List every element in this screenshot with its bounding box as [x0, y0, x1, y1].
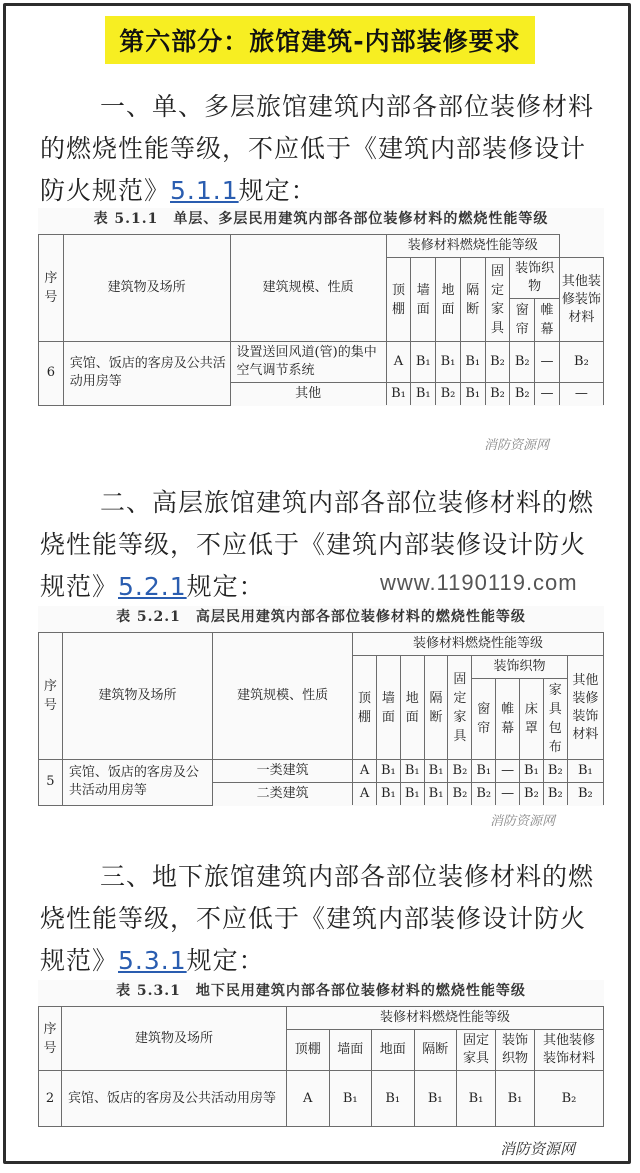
col-seq: 序号: [39, 633, 63, 760]
cell: B₂: [543, 760, 567, 783]
row-no: 2: [39, 1071, 62, 1127]
cell: B₁: [411, 342, 436, 383]
col-curtain: 窗帘: [510, 299, 535, 342]
page-title: 第六部分：旅馆建筑-内部装修要求: [105, 16, 534, 64]
col-floor: 地面: [400, 656, 424, 760]
table-caption: 表 5.1.1 单层、多层民用建筑内部各部位装修材料的燃烧性能等级: [93, 211, 549, 227]
col-fabric: 装饰织物: [472, 656, 567, 679]
cell: B₂: [543, 783, 567, 806]
col-seq: 序号: [39, 1007, 62, 1071]
col-drape: 帷幕: [496, 679, 520, 760]
section-1-text: [40, 86, 602, 212]
table-row: [39, 760, 604, 783]
table-5-3-1: [38, 980, 604, 1127]
table-5-1-1: [38, 208, 604, 406]
cell: B₂: [520, 783, 544, 806]
col-ceiling: 顶棚: [386, 258, 411, 342]
col-other: 其他装修装饰材料: [535, 1030, 604, 1071]
cell: A: [386, 342, 411, 383]
cell: B₁: [400, 783, 424, 806]
col-other: 其他装修装饰材料: [559, 258, 603, 342]
spec-table: [38, 1006, 604, 1127]
title-wrap: [0, 16, 640, 64]
watermark: 消防资源网: [484, 438, 550, 453]
cell: B₂: [535, 1071, 604, 1127]
cell: B₁: [376, 760, 400, 783]
cell: B₂: [510, 342, 535, 383]
cell: B₂: [436, 383, 461, 406]
section-1-link[interactable]: 5.1.1: [170, 176, 239, 205]
section-3-link[interactable]: 5.3.1: [118, 946, 187, 975]
section-2-suffix: 规定：: [186, 572, 265, 601]
cell: B₁: [472, 760, 496, 783]
col-furniture: 固定家具: [485, 258, 510, 342]
section-2-link[interactable]: 5.2.1: [118, 572, 187, 601]
cell: —: [496, 783, 520, 806]
cell: B₁: [567, 760, 603, 783]
col-building: 建筑物及场所: [62, 1007, 287, 1071]
col-group: 装修材料燃烧性能等级: [353, 633, 604, 656]
row-place: 宾馆、饭店的客房及公共活动用房等: [62, 1071, 287, 1127]
cell: B₂: [559, 342, 603, 383]
cell: B₁: [460, 342, 485, 383]
watermark: 消防资源网: [500, 1140, 576, 1158]
url-watermark: www.1190119.com: [380, 570, 578, 595]
col-building: 建筑物及场所: [62, 633, 212, 760]
table-5-2-1: [38, 606, 604, 806]
cell: B₂: [485, 342, 510, 383]
cell: B₁: [520, 760, 544, 783]
section-3-suffix: 规定：: [186, 946, 265, 975]
cell: B₁: [400, 760, 424, 783]
col-ceiling: 顶棚: [287, 1030, 330, 1071]
section-3-body: 三、地下旅馆建筑内部各部位装修材料的燃烧性能等级，不应低于《建筑内部装修设计防火规范》: [40, 862, 595, 975]
spec-table: [38, 632, 604, 806]
cell: A: [353, 783, 377, 806]
section-1-suffix: 规定：: [238, 176, 317, 205]
col-upholstery: 家具包布: [543, 679, 567, 760]
cell: B₂: [448, 783, 472, 806]
watermark: 消防资源网: [490, 814, 556, 829]
cell: B₂: [510, 383, 535, 406]
section-1-body: 一、单、多层旅馆建筑内部各部位装修材料的燃烧性能等级，不应低于《建筑内部装修设计防火规范》: [40, 92, 595, 205]
table-row: [39, 1071, 604, 1127]
row-no: 5: [39, 760, 63, 806]
row-scale: 设置送回风道(管)的集中空气调节系统: [230, 342, 386, 383]
spec-table: [38, 234, 604, 406]
cell: B₂: [448, 760, 472, 783]
cell: A: [287, 1071, 330, 1127]
table-caption: 表 5.3.1 地下民用建筑内部各部位装修材料的燃烧性能等级: [116, 983, 526, 999]
section-2-body: 二、高层旅馆建筑内部各部位装修材料的燃烧性能等级，不应低于《建筑内部装修设计防火规范》: [40, 488, 595, 601]
cell: B₁: [414, 1071, 457, 1127]
row-scale: 一类建筑: [213, 760, 353, 783]
cell: B₂: [485, 383, 510, 406]
col-group: 装修材料燃烧性能等级: [287, 1007, 604, 1030]
col-seq: 序号: [39, 235, 64, 342]
cell: B₁: [424, 783, 448, 806]
cell: —: [496, 760, 520, 783]
col-scale: 建筑规模、性质: [230, 235, 386, 342]
col-wall: 墙面: [411, 258, 436, 342]
row-no: 6: [39, 342, 64, 406]
cell: B₂: [472, 783, 496, 806]
col-fabric: 装饰织物: [496, 1030, 535, 1071]
row-scale: 二类建筑: [213, 783, 353, 806]
cell: B₁: [329, 1071, 372, 1127]
cell: B₁: [411, 383, 436, 406]
cell: —: [559, 383, 603, 406]
col-furniture: 固定家具: [457, 1030, 496, 1071]
table-row: [39, 342, 604, 383]
col-scale: 建筑规模、性质: [213, 633, 353, 760]
cell: A: [353, 760, 377, 783]
col-drape: 帷幕: [535, 299, 560, 342]
col-ceiling: 顶棚: [353, 656, 377, 760]
col-curtain: 窗帘: [472, 679, 496, 760]
cell: —: [535, 383, 560, 406]
col-wall: 墙面: [329, 1030, 372, 1071]
cell: B₁: [496, 1071, 535, 1127]
col-other: 其他装修装饰材料: [567, 656, 603, 760]
col-floor: 地面: [436, 258, 461, 342]
row-place: 宾馆、饭店的客房及公共活动用房等: [62, 760, 212, 806]
cell: B₁: [424, 760, 448, 783]
col-partition: 隔断: [460, 258, 485, 342]
table-caption: 表 5.2.1 高层民用建筑内部各部位装修材料的燃烧性能等级: [116, 609, 526, 625]
col-group: 装修材料燃烧性能等级: [386, 235, 559, 258]
row-place: 宾馆、饭店的客房及公共活动用房等: [63, 342, 230, 406]
col-bedcover: 床罩: [520, 679, 544, 760]
cell: B₁: [376, 783, 400, 806]
cell: B₁: [460, 383, 485, 406]
col-floor: 地面: [372, 1030, 415, 1071]
cell: B₁: [372, 1071, 415, 1127]
col-wall: 墙面: [376, 656, 400, 760]
col-furniture: 固定家具: [448, 656, 472, 760]
cell: B₁: [386, 383, 411, 406]
cell: B₁: [457, 1071, 496, 1127]
cell: B₁: [436, 342, 461, 383]
cell: B₂: [567, 783, 603, 806]
col-partition: 隔断: [424, 656, 448, 760]
col-partition: 隔断: [414, 1030, 457, 1071]
row-scale: 其他: [230, 383, 386, 406]
col-fabric: 装饰织物: [510, 258, 560, 299]
col-building: 建筑物及场所: [63, 235, 230, 342]
section-3-text: [40, 856, 602, 982]
cell: —: [535, 342, 560, 383]
